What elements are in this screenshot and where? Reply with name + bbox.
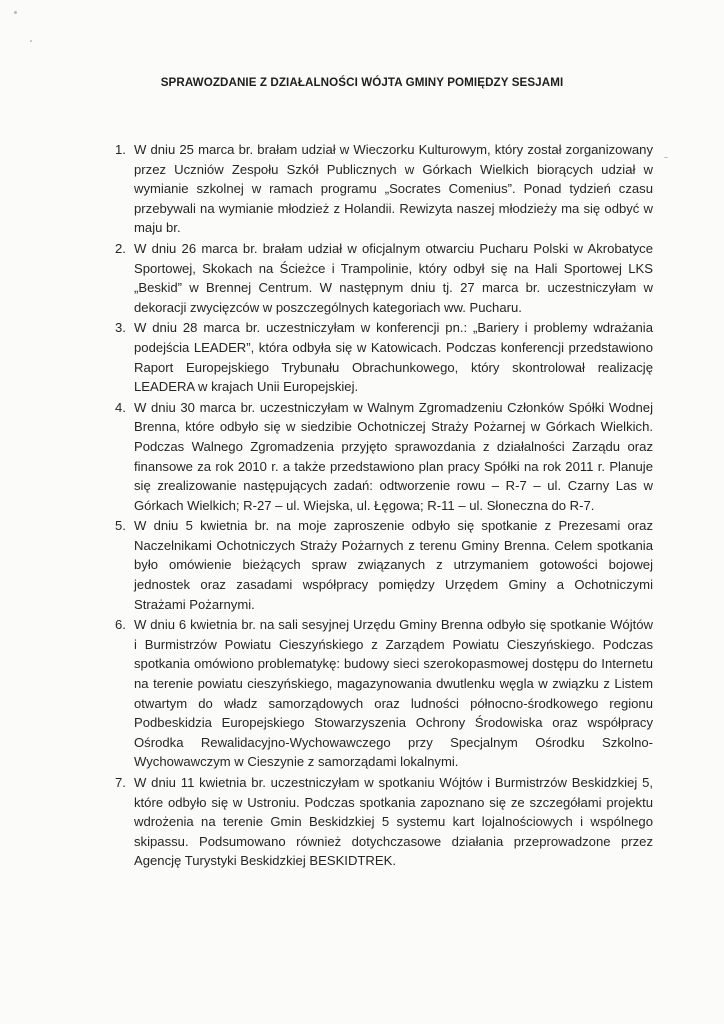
scan-speck <box>664 157 668 158</box>
item-number: 2. <box>115 240 126 256</box>
item-text: W dniu 5 kwietnia br. na moje zaproszenie odbyło się spotkanie z Prezesami oraz Naczelnikami Ochotniczych Straży Pożarnych z terenu Gminy Brenna. Celem spotkania było omówienie bieżących spraw związanych z utrzymaniem gotowości bojowej jednostek oraz zasadami współpracy pomiędzy Urzędem Gminy a Ochotniczymi Strażami Pożarnymi. <box>134 518 653 612</box>
item-text: W dniu 11 kwietnia br. uczestniczyłam w spotkaniu Wójtów i Burmistrzów Beskidzkiej 5, które odbyło się w Ustroniu. Podczas spotkania zapoznano się ze szczegółami projektu wdrożenia na terenie Gmin Beskidzkiej 5 systemu kart lojalnościowych i wspólnego skipassu. Podsumowano również dotychczasowe działania przeprowadzone przez Agencję Turystyki Beskidzkiej BESKIDTREK. <box>134 775 653 869</box>
report-item-4 <box>108 398 653 516</box>
item-number: 7. <box>115 775 126 790</box>
report-item-2 <box>108 239 653 317</box>
item-text: W dniu 30 marca br. uczestniczyłam w Walnym Zgromadzeniu Członków Spółki Wodnej Brenna, które odbyło się w siedzibie Ochotniczej Straży Pożarnej w Górkach Wielkich. Podczas Walnego Zgromadzenia przyjęto sprawozdania z działalności Zarządu oraz finansowe za rok 2010 r. a także przedstawiono plan pracy Spółki na rok 2011 r. Planuje się zrealizowanie następujących zadań: odtworzenie rowu – R-7 – ul. Czarny Las w Górkach Wielkich; R-27 – ul. Wiejska, ul. Łęgowa; R-11 – ul. Słoneczna do R-7. <box>134 399 653 513</box>
item-text: W dniu 26 marca br. brałam udział w oficjalnym otwarciu Pucharu Polski w Akrobatyce Sportowej, Skokach na Ścieżce i Trampolinie, który odbył się na Hali Sportowej LKS „Beskid” w Brennej Centrum. W następnym dniu tj. 27 marca br. uczestniczyłam w dekoracji zwycięzców w poszczególnych kategoriach ww. Pucharu. <box>134 240 653 315</box>
report-item-7 <box>108 773 653 871</box>
item-text: W dniu 25 marca br. brałam udział w Wieczorku Kulturowym, który został zorganizowany przez Uczniów Zespołu Szkół Publicznych w Górkach Wielkich biorących udział w wymianie szkolnej w ramach programu „Socrates Comenius”. Ponad tydzień czasu przebywali na wymianie młodzież z Holandii. Rewizyta naszej młodzieży ma się odbyć w maju br. <box>134 142 653 236</box>
report-item-6 <box>108 615 653 772</box>
item-text: W dniu 28 marca br. uczestniczyłam w konferencji pn.: „Bariery i problemy wdrażania podejścia LEADER”, która odbyła się w Katowicach. Podczas konferencji przedstawiono Raport Europejskiego Trybunału Obrachunkowego, który skontrolował realizację LEADERA w krajach Unii Europejskiej. <box>134 320 653 395</box>
scan-speck <box>30 40 32 42</box>
item-number: 1. <box>115 142 126 157</box>
item-number: 6. <box>115 617 126 633</box>
item-number: 4. <box>115 399 126 415</box>
report-items-list <box>108 140 653 871</box>
report-item-5 <box>108 516 653 614</box>
scan-speck <box>14 11 17 14</box>
item-number: 5. <box>115 518 126 534</box>
document-title: SPRAWOZDANIE Z DZIAŁALNOŚCI WÓJTA GMINY POMIĘDZY SESJAMI <box>160 76 564 89</box>
item-text: W dniu 6 kwietnia br. na sali sesyjnej Urzędu Gminy Brenna odbyło się spotkanie Wójtów i Burmistrzów Powiatu Cieszyńskiego z Zarządem Powiatu Cieszyńskiego. Podczas spotkania omówiono problematykę: budowy sieci szerokopasmowej dostępu do Internetu na terenie powiatu cieszyńskiego, magazynowania dwutlenku węgla w związku z Listem otwartym do władz samorządowych oraz ludności północno-środkowego regionu Podbeskidzia Europejskiego Stowarzyszenia Ochrony Środowiska oraz współpracy Ośrodka Rewalidacyjno-Wychowawczego przy Specjalnym Ośrodku Szkolno-Wychowawczym w Cieszynie z samorządami lokalnymi. <box>134 617 653 770</box>
report-item-3 <box>108 318 653 396</box>
item-number: 3. <box>115 320 126 336</box>
report-item-1 <box>108 140 653 238</box>
